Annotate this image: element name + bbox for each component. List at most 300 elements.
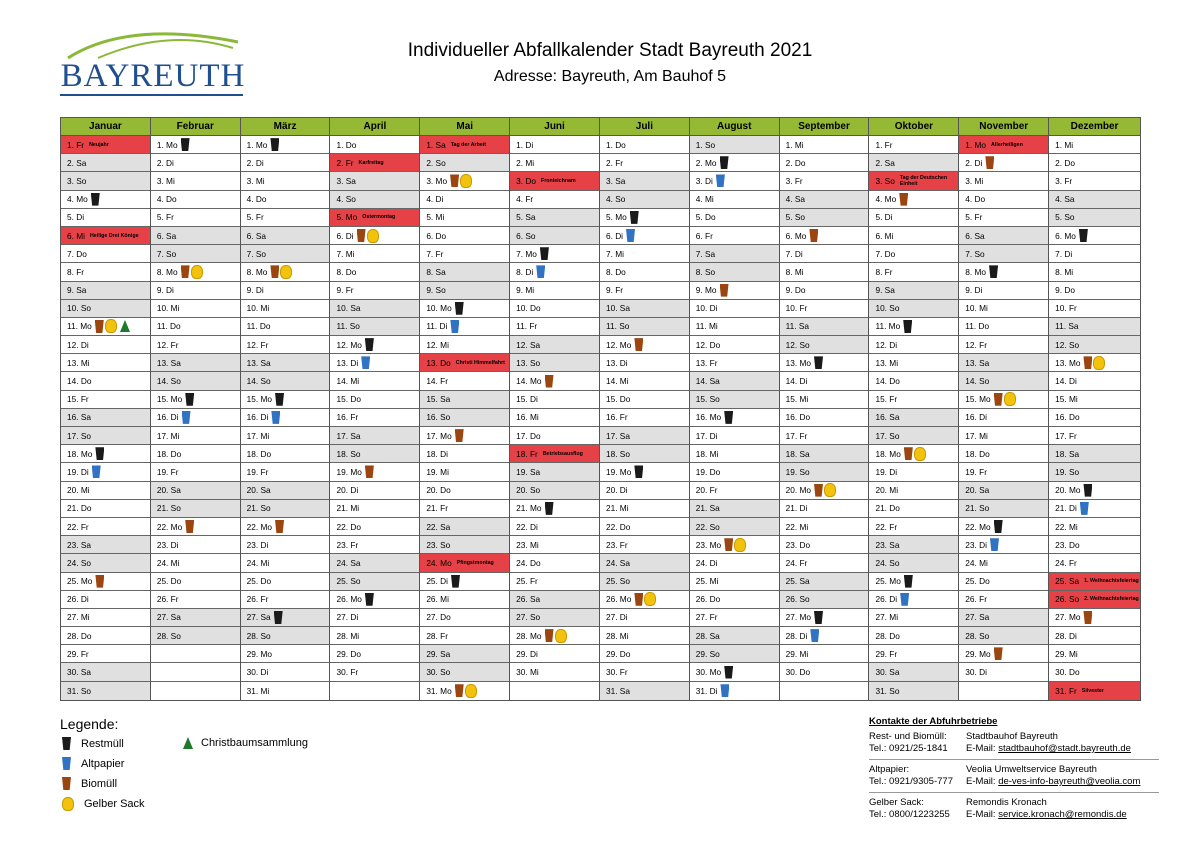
- day-cell: [61, 372, 150, 390]
- restmuell-bin-icon: [634, 465, 643, 478]
- day-cell: [61, 609, 150, 627]
- day-label: 24. Sa: [605, 557, 630, 568]
- gelber-sack-icon: [62, 797, 74, 811]
- day-cell: [1049, 336, 1140, 354]
- day-label: 29. Fr: [67, 648, 89, 659]
- day-label: 15. Mi: [785, 394, 809, 405]
- month-column: [510, 118, 600, 700]
- biomuell-bin-icon: [1083, 611, 1092, 624]
- logo-underline: [60, 94, 243, 96]
- day-label: 16. Mi: [516, 412, 539, 423]
- day-cell: [510, 318, 599, 336]
- day-cell: [330, 500, 419, 518]
- day-label: 14. Do: [67, 376, 92, 387]
- contact-papier-email-label: E-Mail:: [966, 776, 996, 787]
- day-cell: [330, 136, 419, 154]
- day-label: 15. Do: [605, 394, 631, 405]
- day-label: 12. Mo: [605, 339, 632, 350]
- restmuell-bin-icon: [904, 575, 913, 588]
- day-cell: [1049, 427, 1140, 445]
- day-label: 23. Di: [246, 539, 269, 550]
- day-label: 1. Di: [516, 139, 534, 150]
- day-label: 26. Mo: [336, 594, 362, 605]
- contact-sack-email-link[interactable]: service.kronach@remondis.de: [998, 809, 1127, 820]
- day-label: 31. Sa: [605, 685, 630, 696]
- day-label: 14. Mo: [516, 376, 542, 387]
- day-label: 7. Di: [785, 248, 803, 259]
- day-cell: [600, 263, 689, 281]
- day-cell: [869, 409, 958, 427]
- day-label: 28. So: [246, 630, 271, 641]
- contact-sack-label: Gelber Sack:: [869, 797, 924, 808]
- contact-papier-email-link[interactable]: de-ves-info-bayreuth@veolia.com: [998, 776, 1141, 787]
- month-column: [869, 118, 959, 700]
- day-label: 3. Mi: [246, 175, 265, 186]
- day-label: 16. Di: [246, 412, 269, 423]
- day-label: 27. Mo: [1055, 612, 1081, 623]
- day-label: 18. Do: [246, 448, 272, 459]
- day-label: 11. Sa: [1055, 321, 1079, 332]
- day-label: 10. So: [875, 303, 900, 314]
- tree-icon: [120, 320, 130, 332]
- day-label: 18. Do: [156, 448, 182, 459]
- day-label: 1. Mi: [1055, 139, 1074, 150]
- day-label: 29. Di: [516, 648, 538, 659]
- altpapier-bin-icon: [271, 411, 280, 424]
- day-cell: [690, 663, 779, 681]
- day-label: 10. Mi: [246, 303, 270, 314]
- day-cell: [690, 536, 779, 554]
- day-cell: [420, 209, 509, 227]
- day-label: 11. Do: [965, 321, 990, 332]
- day-cell: [241, 209, 330, 227]
- day-label: 17. Mi: [965, 430, 988, 441]
- day-cell: [959, 500, 1048, 518]
- day-label: 17. Do: [516, 430, 541, 441]
- day-label: 8. Fr: [67, 266, 85, 277]
- day-label: 20. Mi: [875, 485, 899, 496]
- day-label: 7. So: [156, 248, 177, 259]
- day-label: 8. Mi: [785, 266, 804, 277]
- day-label: 12. Di: [67, 339, 89, 350]
- tree-icon: [183, 737, 193, 749]
- day-label: 10. Di: [695, 303, 718, 314]
- day-cell: [61, 336, 150, 354]
- day-cell: [241, 172, 330, 190]
- day-cell: [600, 482, 689, 500]
- day-cell: [61, 663, 150, 681]
- altpapier-bin-icon: [810, 629, 819, 642]
- day-cell: [151, 609, 240, 627]
- day-label: 22. Sa: [426, 521, 451, 532]
- day-cell: [869, 318, 958, 336]
- day-cell: [420, 136, 509, 154]
- holiday-name: 2. Weihnachtsfeiertag: [1084, 596, 1139, 603]
- day-label: 4. So: [336, 194, 356, 205]
- day-cell: [241, 409, 330, 427]
- day-cell: [690, 554, 779, 572]
- day-label: 15. Fr: [67, 394, 89, 405]
- day-cell: [420, 391, 509, 409]
- month-header: Mai: [420, 118, 509, 136]
- day-label: 4. Sa: [1055, 194, 1075, 205]
- day-label: 18. Mo: [67, 448, 93, 459]
- day-cell: [600, 427, 689, 445]
- day-cell: [690, 227, 779, 245]
- day-cell: [420, 354, 509, 372]
- restmuell-bin-icon: [903, 320, 912, 333]
- day-cell: [420, 263, 509, 281]
- day-label: 21. Di: [1055, 503, 1077, 514]
- day-label: 24. Fr: [785, 557, 808, 568]
- day-label: 13. Fr: [695, 357, 718, 368]
- biomuell-bin-icon: [634, 593, 643, 606]
- day-label: 13. Mi: [875, 357, 899, 368]
- day-cell: [780, 354, 869, 372]
- day-cell: [869, 354, 958, 372]
- day-label: 2. Sa: [875, 157, 895, 168]
- day-label: 6. Mo: [1055, 230, 1076, 241]
- day-label: 11. Sa: [785, 321, 809, 332]
- day-cell: [690, 245, 779, 263]
- day-cell: [510, 682, 599, 700]
- day-cell: [330, 573, 419, 591]
- day-cell: [330, 591, 419, 609]
- day-cell: [330, 536, 419, 554]
- day-cell: [600, 682, 689, 700]
- day-cell: [330, 663, 419, 681]
- day-label: 7. Do: [67, 248, 87, 259]
- day-cell: [61, 154, 150, 172]
- day-label: 1. Fr: [67, 139, 85, 150]
- day-label: 30. Fr: [336, 667, 359, 678]
- restmuell-bin-icon: [989, 265, 998, 278]
- day-label: 27. So: [516, 612, 541, 623]
- day-cell: [780, 282, 869, 300]
- day-label: 26. Di: [67, 594, 89, 605]
- day-label: 14. Mi: [605, 376, 629, 387]
- day-label: 9. Mo: [695, 285, 717, 296]
- day-label: 29. Sa: [426, 648, 451, 659]
- restmuell-bin-icon: [540, 247, 549, 260]
- day-cell: [330, 336, 419, 354]
- day-label: 1. Do: [605, 139, 626, 150]
- restmuell-bin-icon: [270, 138, 279, 151]
- day-cell: [420, 682, 509, 700]
- altpapier-bin-icon: [92, 465, 101, 478]
- day-cell: [420, 573, 509, 591]
- day-cell: [780, 245, 869, 263]
- day-label: 27. Di: [336, 612, 359, 623]
- day-label: 17. So: [875, 430, 900, 441]
- day-label: 4. Do: [965, 194, 986, 205]
- day-label: 23. Fr: [336, 539, 359, 550]
- day-label: 25. So: [336, 576, 361, 587]
- day-cell: [869, 136, 958, 154]
- day-cell: [61, 227, 150, 245]
- day-cell: [420, 154, 509, 172]
- day-cell: [61, 191, 150, 209]
- day-cell: [780, 263, 869, 281]
- legend-restmuell: [62, 737, 124, 750]
- day-label: 14. Do: [875, 376, 900, 387]
- contact-sack-email-label: E-Mail:: [966, 809, 996, 820]
- day-cell: [600, 372, 689, 390]
- day-cell: [330, 227, 419, 245]
- day-cell: [241, 518, 330, 536]
- day-label: 6. Sa: [246, 230, 267, 241]
- day-cell: [869, 445, 958, 463]
- day-cell: [420, 227, 509, 245]
- day-cell: [869, 282, 958, 300]
- day-cell: [510, 191, 599, 209]
- month-header: Juli: [600, 118, 689, 136]
- day-label: 3. Mo: [426, 175, 448, 186]
- day-cell: [780, 336, 869, 354]
- restmuell-bin-icon: [274, 611, 283, 624]
- day-label: 21. Mo: [516, 503, 542, 514]
- day-cell: [420, 591, 509, 609]
- day-cell: [600, 136, 689, 154]
- day-cell: [869, 154, 958, 172]
- day-label: 20. Mi: [67, 485, 90, 496]
- day-cell: [61, 245, 150, 263]
- month-column: [959, 118, 1049, 700]
- altpapier-bin-icon: [720, 684, 729, 697]
- day-cell: [1049, 172, 1140, 190]
- day-cell: [151, 427, 240, 445]
- day-label: 4. Do: [246, 194, 267, 205]
- day-label: 20. Di: [605, 485, 628, 496]
- day-label: 8. Mo: [156, 266, 178, 277]
- day-label: 19. Fr: [156, 466, 179, 477]
- day-cell: [510, 627, 599, 645]
- day-label: 20. Fr: [695, 485, 718, 496]
- day-cell: [780, 627, 869, 645]
- day-label: 27. Do: [426, 612, 451, 623]
- gelber-sack-icon: [555, 629, 567, 643]
- day-label: 24. Mi: [965, 557, 988, 568]
- contact-rest-email-link[interactable]: stadtbauhof@stadt.bayreuth.de: [998, 743, 1131, 754]
- day-cell: [869, 463, 958, 481]
- day-label: 17. Sa: [336, 430, 361, 441]
- day-cell: [959, 536, 1048, 554]
- day-cell: [1049, 282, 1140, 300]
- day-cell: [420, 627, 509, 645]
- day-label: 9. So: [426, 285, 446, 296]
- day-cell: [600, 336, 689, 354]
- day-label: 25. Do: [965, 576, 990, 587]
- day-label: 9. Mi: [516, 285, 535, 296]
- day-cell: [1049, 300, 1140, 318]
- contacts-panel: [869, 716, 1159, 821]
- day-label: 25. Sa: [1055, 576, 1080, 587]
- day-label: 6. Mi: [67, 230, 85, 241]
- day-label: 14. So: [246, 376, 271, 387]
- day-cell: [151, 263, 240, 281]
- day-label: 19. Fr: [246, 466, 269, 477]
- day-label: 22. Mo: [246, 521, 273, 532]
- day-cell: [510, 536, 599, 554]
- day-cell: [690, 445, 779, 463]
- day-cell: [600, 573, 689, 591]
- day-label: 21. Sa: [695, 503, 720, 514]
- day-label: 21. Mi: [336, 503, 360, 514]
- day-label: 13. Di: [336, 357, 359, 368]
- day-cell: [690, 209, 779, 227]
- day-cell: [241, 245, 330, 263]
- day-label: 5. Do: [695, 212, 716, 223]
- day-label: 2. So: [426, 157, 446, 168]
- day-label: 4. Mo: [67, 194, 88, 205]
- day-label: 8. Fr: [875, 266, 893, 277]
- day-label: 19. Sa: [516, 466, 541, 477]
- day-label: 3. Sa: [336, 175, 356, 186]
- day-label: 16. Fr: [336, 412, 359, 423]
- day-label: 15. So: [695, 394, 720, 405]
- day-label: 5. So: [1055, 212, 1075, 223]
- day-cell: [600, 282, 689, 300]
- day-cell: [780, 463, 869, 481]
- day-cell: [61, 645, 150, 663]
- biomuell-bin-icon: [275, 520, 284, 533]
- day-label: 1. Mi: [785, 139, 804, 150]
- day-cell: [241, 627, 330, 645]
- day-cell: [330, 318, 419, 336]
- day-label: 6. Sa: [156, 230, 177, 241]
- day-cell: [151, 191, 240, 209]
- day-cell: [510, 245, 599, 263]
- day-label: 15. Mi: [1055, 394, 1078, 405]
- day-cell: [241, 227, 330, 245]
- holiday-name: Christi Himmelfahrt: [455, 359, 505, 366]
- biomuell-bin-icon: [455, 429, 464, 442]
- day-label: 27. Sa: [246, 612, 271, 623]
- day-label: 27. Sa: [965, 612, 990, 623]
- day-cell: [1049, 227, 1140, 245]
- day-cell: [420, 554, 509, 572]
- day-cell: [420, 409, 509, 427]
- day-cell: [151, 318, 240, 336]
- day-cell: [151, 245, 240, 263]
- day-cell: [61, 263, 150, 281]
- gelber-sack-icon: [914, 447, 926, 461]
- biomuell-bin-icon: [545, 375, 554, 388]
- calendar-grid: [60, 117, 1141, 701]
- day-label: 13. Do: [426, 357, 451, 368]
- day-cell: [420, 609, 509, 627]
- day-label: 1. Mo: [246, 139, 268, 150]
- day-label: 21. Do: [67, 503, 92, 514]
- day-cell: [510, 445, 599, 463]
- month-column: [690, 118, 780, 700]
- restmuell-bin-icon: [994, 520, 1003, 533]
- day-label: 25. So: [605, 576, 630, 587]
- day-cell: [959, 318, 1048, 336]
- day-cell: [600, 391, 689, 409]
- day-label: 7. So: [246, 248, 267, 259]
- day-cell: [690, 591, 779, 609]
- day-label: 9. Do: [785, 285, 806, 296]
- day-label: 26. Do: [695, 594, 721, 605]
- holiday-name: Pfingstmontag: [456, 559, 494, 566]
- day-cell: [780, 136, 869, 154]
- day-cell: [600, 227, 689, 245]
- day-cell: [690, 136, 779, 154]
- day-cell: [780, 573, 869, 591]
- day-label: 3. So: [67, 175, 87, 186]
- day-label: 11. Mo: [875, 321, 901, 332]
- day-cell: [600, 300, 689, 318]
- altpapier-bin-icon: [990, 538, 999, 551]
- day-label: 7. Mi: [605, 248, 624, 259]
- contact-sack-tel: Tel.: 0800/1223255: [869, 809, 950, 820]
- day-cell: [241, 609, 330, 627]
- day-label: 19. So: [785, 466, 810, 477]
- day-label: 13. Mi: [67, 357, 90, 368]
- day-cell: [61, 554, 150, 572]
- day-cell: [241, 427, 330, 445]
- day-label: 27. Di: [605, 612, 628, 623]
- day-label: 21. Fr: [426, 503, 448, 514]
- day-cell: [959, 300, 1048, 318]
- day-cell: [959, 609, 1048, 627]
- day-label: 7. Fr: [426, 248, 444, 259]
- day-cell: [151, 463, 240, 481]
- day-cell: [61, 482, 150, 500]
- day-label: 4. Di: [426, 194, 444, 205]
- day-label: 28. Di: [1055, 630, 1077, 641]
- altpapier-bin-icon: [536, 265, 545, 278]
- month-column: [780, 118, 870, 700]
- restmuell-bin-icon: [455, 302, 464, 315]
- day-label: 12. Fr: [246, 339, 269, 350]
- day-label: 19. Mo: [336, 466, 362, 477]
- day-label: 4. Sa: [785, 194, 805, 205]
- day-cell: [780, 209, 869, 227]
- month-column: [420, 118, 510, 700]
- day-label: 28. Mo: [516, 630, 542, 641]
- day-label: 22. Fr: [875, 521, 898, 532]
- restmuell-bin-icon: [365, 593, 374, 606]
- day-label: 28. Mi: [605, 630, 629, 641]
- altpapier-bin-icon: [626, 229, 635, 242]
- day-label: 28. Mi: [336, 630, 360, 641]
- biomuell-bin-icon: [994, 647, 1003, 660]
- day-label: 18. So: [605, 448, 630, 459]
- day-label: 31. Mo: [426, 685, 452, 696]
- day-cell: [241, 318, 330, 336]
- day-cell: [959, 427, 1048, 445]
- day-label: 16. So: [426, 412, 451, 423]
- day-cell: [869, 391, 958, 409]
- day-cell: [151, 573, 240, 591]
- day-cell: [241, 191, 330, 209]
- day-cell: [600, 409, 689, 427]
- biomuell-bin-icon: [899, 193, 908, 206]
- day-label: 15. Mo: [246, 394, 273, 405]
- day-label: 3. Mi: [156, 175, 175, 186]
- restmuell-bin-icon: [724, 411, 733, 424]
- day-cell: [61, 136, 150, 154]
- day-label: 2. Sa: [67, 157, 87, 168]
- day-label: 2. Do: [785, 157, 806, 168]
- day-cell: [869, 627, 958, 645]
- month-column: [1049, 118, 1140, 700]
- biomuell-bin-icon: [985, 156, 994, 169]
- day-label: 19. So: [1055, 466, 1080, 477]
- day-label: 12. Mo: [336, 339, 362, 350]
